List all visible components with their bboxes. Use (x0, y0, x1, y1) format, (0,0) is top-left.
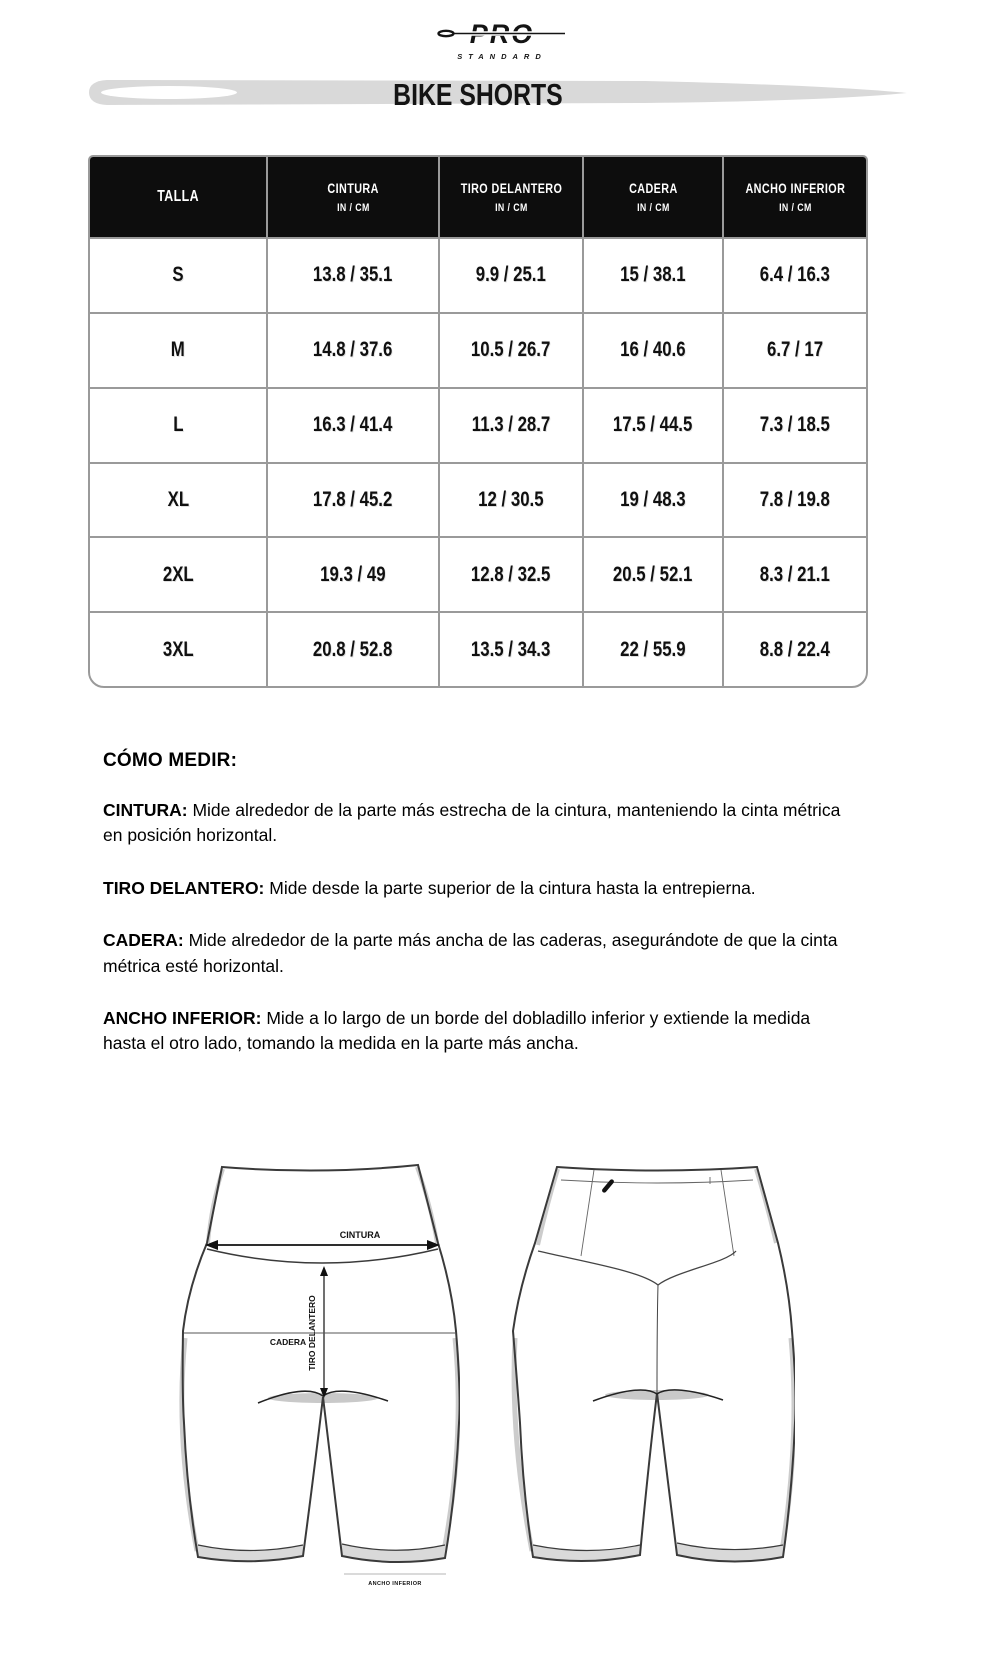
front-view-diagram (160, 1093, 460, 1598)
size-label: S (90, 237, 266, 312)
table-cell: 6.4 / 16.3 (722, 237, 866, 312)
table-cell: 8.8 / 22.4 (722, 611, 866, 686)
measure-item-cintura: CINTURA: Mide alrededor de la parte más estrecha de la cintura, manteniendo la cinta métrica en posición horizontal. (103, 800, 841, 846)
table-cell: 7.8 / 19.8 (722, 462, 866, 537)
table-cell: 12.8 / 32.5 (438, 536, 582, 611)
table-cell: 19 / 48.3 (582, 462, 722, 537)
size-label: 2XL (90, 536, 266, 611)
table-cell: 12 / 30.5 (438, 462, 582, 537)
brand-name-text: PRO (469, 19, 535, 49)
size-label: L (90, 387, 266, 462)
brand-logo (420, 12, 580, 66)
how-to-measure-heading: CÓMO MEDIR: (103, 750, 238, 771)
table-cell: 20.8 / 52.8 (266, 611, 438, 686)
measure-item-tiro-delantero: TIRO DELANTERO: Mide desde la parte superior de la cintura hasta la entrepierna. (103, 877, 756, 898)
ancho-inferior-measure-line (344, 1574, 446, 1587)
table-cell: 17.5 / 44.5 (582, 387, 722, 462)
cadera-diagram-label: CADERA (269, 1337, 307, 1347)
size-table (88, 155, 868, 688)
table-cell: 17.8 / 45.2 (266, 462, 438, 537)
size-label: 3XL (90, 611, 266, 686)
back-view-diagram (495, 1093, 795, 1573)
table-cell: 22 / 55.9 (582, 611, 722, 686)
tiro-delantero-diagram-label: TIRO DELANTERO (307, 1295, 317, 1371)
table-cell: 20.5 / 52.1 (582, 536, 722, 611)
measure-item-ancho-inferior: ANCHO INFERIOR: Mide a lo largo de un borde del dobladillo inferior y extiende la medida hasta el otro lado, tomando la medida en la parte más ancha. (103, 1007, 811, 1054)
table-cell: 13.8 / 35.1 (266, 237, 438, 312)
table-cell: 10.5 / 26.7 (438, 312, 582, 387)
cintura-diagram-label: CINTURA (339, 1230, 381, 1240)
how-to-measure-section (103, 750, 851, 1084)
ancho-inferior-diagram-label: ANCHO INFERIOR (368, 1581, 422, 1587)
column-header-cadera: CADERA IN / CM (582, 157, 722, 237)
table-cell: 19.3 / 49 (266, 536, 438, 611)
measure-item-cadera: CADERA: Mide alrededor de la parte más ancha de las caderas, asegurándote de que la cinta métrica esté horizontal. (103, 930, 838, 976)
size-label: M (90, 312, 266, 387)
table-cell: 13.5 / 34.3 (438, 611, 582, 686)
table-cell: 15 / 38.1 (582, 237, 722, 312)
table-cell: 8.3 / 21.1 (722, 536, 866, 611)
size-label: XL (90, 462, 266, 537)
column-header-talla: TALLA (90, 157, 266, 237)
needle-icon (438, 31, 565, 36)
table-cell: 9.9 / 25.1 (438, 237, 582, 312)
page-title: BIKE SHORTS (393, 77, 563, 112)
column-header-tiro-delantero: TIRO DELANTERO IN / CM (438, 157, 582, 237)
column-header-cintura: CINTURA IN / CM (266, 157, 438, 237)
table-cell: 14.8 / 37.6 (266, 312, 438, 387)
table-cell: 7.3 / 18.5 (722, 387, 866, 462)
column-header-ancho-inferior: ANCHO INFERIOR IN / CM (722, 157, 866, 237)
brand-tagline-text: STANDARD (457, 52, 547, 61)
table-cell: 16.3 / 41.4 (266, 387, 438, 462)
table-cell: 11.3 / 28.7 (438, 387, 582, 462)
table-cell: 6.7 / 17 (722, 312, 866, 387)
table-cell: 16 / 40.6 (582, 312, 722, 387)
